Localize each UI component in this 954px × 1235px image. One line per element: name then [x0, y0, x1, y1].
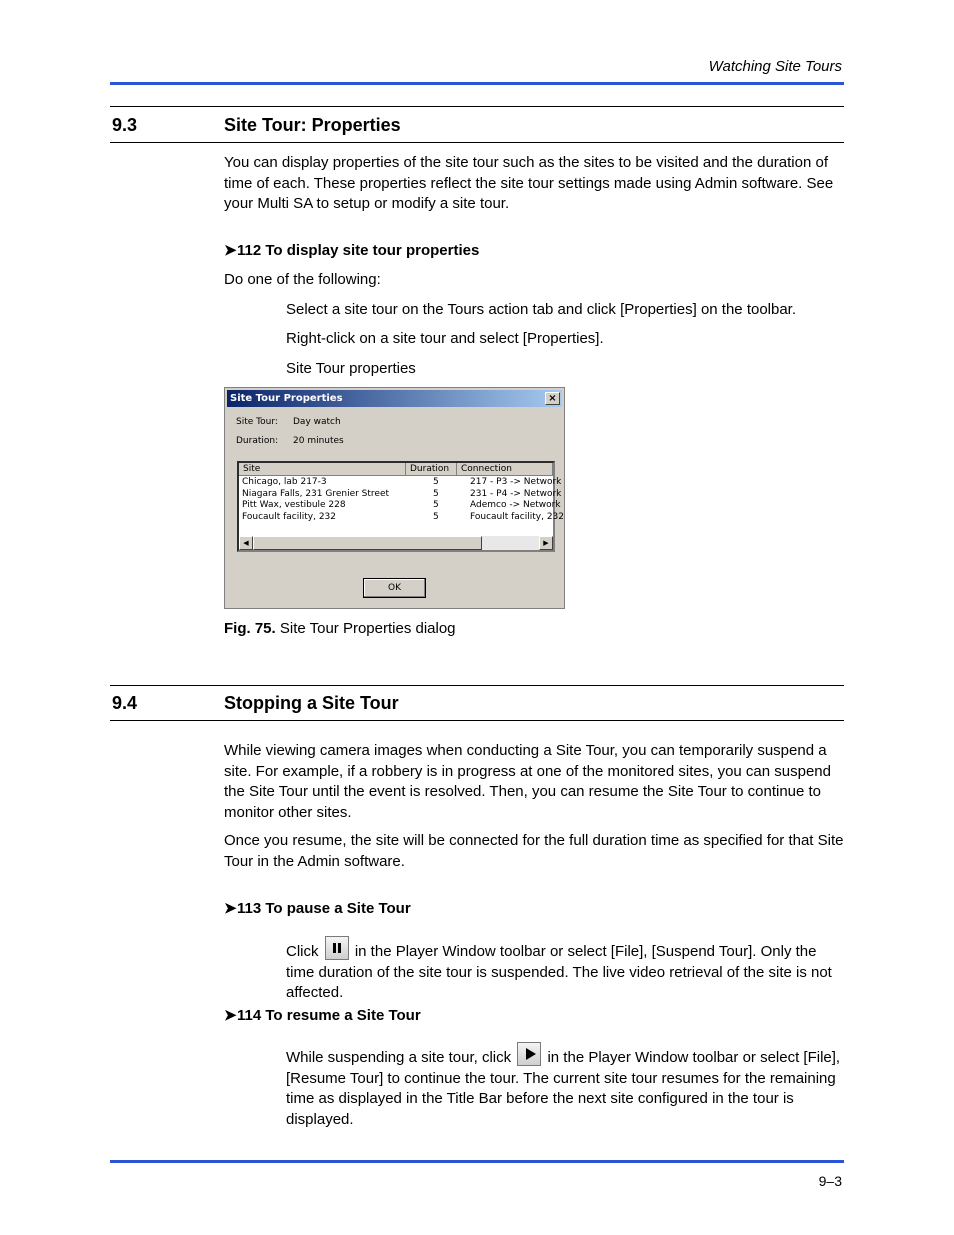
resume-instruction [286, 1042, 846, 1130]
cell-site: Niagara Falls, 231 Grenier Street [242, 488, 390, 499]
procedure-arrow-icon: ➤ [224, 900, 237, 917]
figure-caption-text: Site Tour Properties dialog [279, 620, 456, 637]
procedure-arrow-icon: ➤ [224, 242, 237, 259]
section-number: 9.4 [112, 693, 138, 713]
figure-caption [224, 620, 456, 637]
body-paragraph: Once you resume, the site will be connected for the full duration time as specified for that Site Tour in the Admin software. [224, 832, 844, 870]
procedure-label: 112 To display site tour properties [237, 242, 480, 259]
instruction-text: in the Player Window toolbar or select [File], [Resume Tour] to continue the tour. The current site tour resumes for the remaining time as displayed in the Title Bar before the next site configured in the tour is displayed. [286, 1049, 841, 1128]
cell-connection: Foucault facility, 232 [470, 511, 565, 522]
scroll-right-icon[interactable]: ▶ [539, 536, 553, 550]
column-header-duration[interactable]: Duration [406, 463, 457, 476]
pause-icon [325, 936, 349, 960]
section-title: Site Tour: Properties [224, 115, 401, 135]
header-rule [110, 82, 844, 85]
cell-duration: 5 [433, 477, 439, 487]
cell-duration: 5 [433, 511, 439, 522]
step-item: Select a site tour on the Tours action tab and click [Properties] on the toolbar. [286, 301, 797, 318]
close-icon[interactable]: × [545, 392, 560, 405]
section-rule-top [110, 106, 844, 107]
ok-button[interactable]: OK [363, 578, 426, 598]
intro-paragraph: You can display properties of the site tour such as the sites to be visited and the duration of time of each. These properties reflect the site tour settings made using Admin software. See your Multi SA to setup or modify a site tour. [224, 154, 834, 212]
lead-text: Do one of the following: [224, 271, 381, 288]
procedure-label: 114 To resume a Site Tour [237, 1007, 421, 1024]
cell-connection: 231 - P4 -> Network [470, 488, 562, 499]
procedure-arrow-icon: ➤ [224, 1007, 237, 1024]
body-paragraph: While viewing camera images when conducting a Site Tour, you can temporarily suspend a site. For example, if a robbery is in progress at one of the monitored sites, you can suspend the Site Tour until the event is resolved. Then, you can resume the Site Tour to continue to monitor other sites. [224, 742, 831, 821]
procedure-label: 113 To pause a Site Tour [237, 900, 411, 917]
procedure-heading [224, 1006, 421, 1024]
cell-duration: 5 [433, 500, 439, 510]
cell-duration: 5 [433, 488, 439, 499]
dialog-title: Site Tour Properties [230, 393, 343, 404]
page-number: 9–3 [818, 1173, 842, 1189]
procedure-heading [224, 241, 479, 259]
cell-connection: Ademco -> Network [470, 500, 561, 510]
column-header-connection[interactable]: Connection [457, 463, 553, 476]
list-row[interactable] [239, 477, 562, 489]
dialog-title-bar [227, 390, 562, 407]
footer-rule [110, 1160, 844, 1163]
section-title: Stopping a Site Tour [224, 693, 399, 713]
section-rule-bottom [110, 142, 844, 143]
site-tour-label: Site Tour: [236, 417, 278, 427]
instruction-text: Click [286, 943, 319, 960]
figure-label: Fig. 75. [224, 620, 276, 637]
instruction-text: in the Player Window toolbar or select [File], [Suspend Tour]. Only the time duration of the site tour is suspended. The live video retrieval of the site is not affected. [286, 943, 832, 1001]
step-item: Right-click on a site tour and select [Properties]. [286, 330, 604, 347]
instruction-text: While suspending a site tour, click [286, 1049, 512, 1066]
section-number: 9.3 [112, 115, 138, 135]
column-header-site[interactable]: Site [239, 463, 406, 476]
cell-site: Chicago, lab 217-3 [242, 477, 327, 487]
list-row[interactable] [239, 511, 565, 524]
section-rule-top [110, 685, 844, 686]
cell-site: Foucault facility, 232 [242, 511, 337, 522]
cell-connection: 217 - P3 -> Network [470, 477, 562, 487]
list-header [239, 463, 553, 476]
horizontal-scrollbar[interactable] [239, 536, 553, 550]
scroll-thumb[interactable] [253, 536, 482, 550]
site-list[interactable] [237, 461, 565, 552]
running-header: Watching Site Tours [708, 58, 842, 75]
cell-site: Pitt Wax, vestibule 228 [242, 500, 346, 510]
list-row[interactable] [239, 500, 561, 512]
play-icon [517, 1042, 541, 1066]
duration-label: Duration: [236, 436, 279, 446]
pause-instruction [286, 936, 846, 1004]
section-rule-bottom [110, 720, 844, 721]
site-tour-value: Day watch [293, 417, 341, 427]
procedure-heading [224, 899, 411, 917]
site-tour-properties-dialog [224, 387, 565, 609]
duration-value: 20 minutes [293, 436, 344, 446]
list-row[interactable] [239, 488, 562, 501]
scroll-left-icon[interactable]: ◀ [239, 536, 253, 550]
step-item: Site Tour properties [286, 360, 416, 377]
